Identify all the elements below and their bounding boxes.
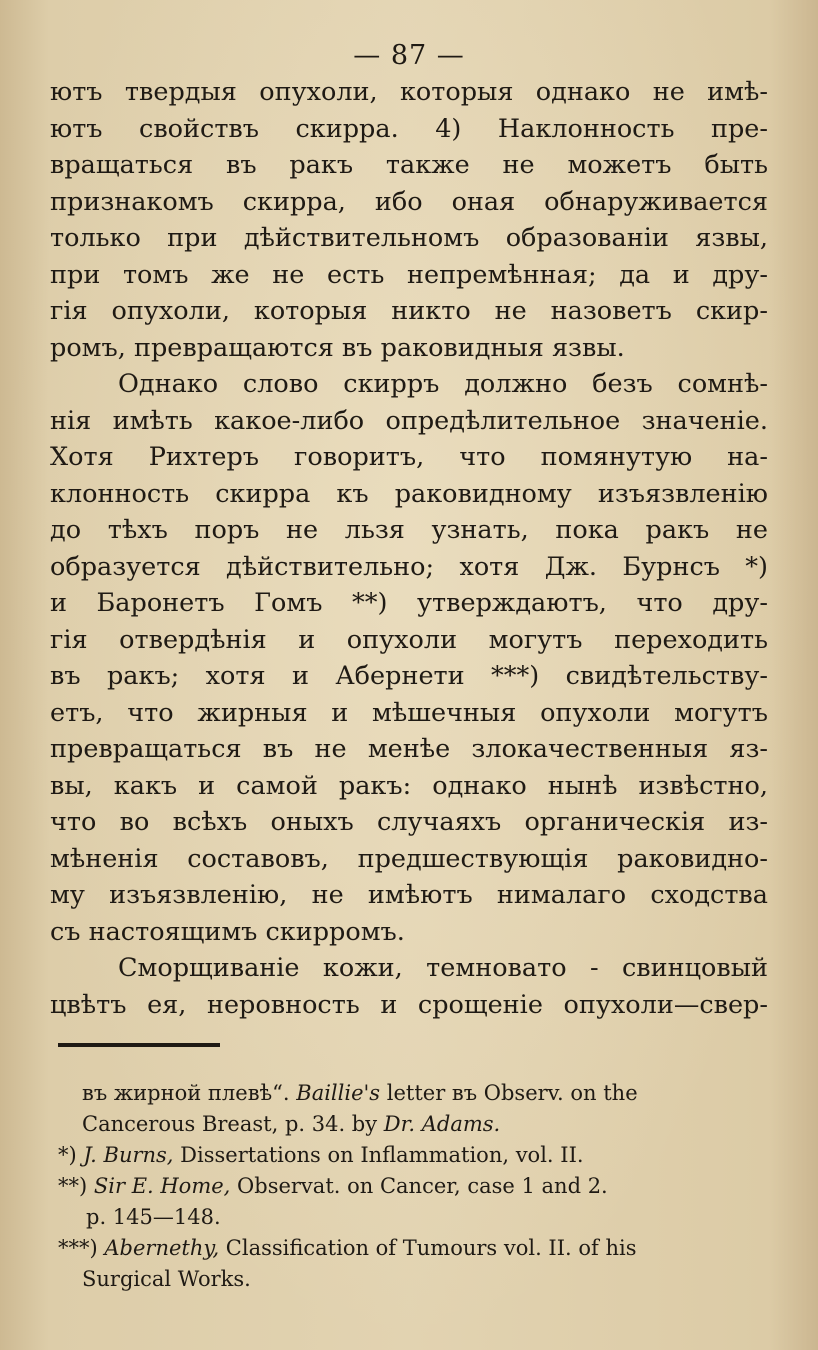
text-line: му изъязвленію, не имѣютъ нималаго сходства [50,880,768,910]
footnote-continuation-line: въ жирной плевѣ“. Baillie's letter въ Observ. on the [82,1081,638,1105]
footnote-2-continuation: p. 145—148. [86,1205,221,1229]
text-line: нія имѣть какое-либо опредѣлительное значеніе. [50,405,768,436]
footnote-continuation-line: Cancerous Breast, p. 34. by Dr. Adams. [82,1112,501,1136]
text-line: и Баронетъ Гомъ **) утверждаютъ, что дру- [50,588,768,618]
footnote-divider [58,1043,220,1047]
footnote-1: *) J. Burns, Dissertations on Inflammation, vol. II. [58,1143,584,1167]
paragraph-start-line: Однако слово скирръ должно безъ сомнѣ- [118,369,768,399]
text-line: клонность скирра къ раковидному изъязвленію [50,478,768,509]
text-line: вращаться въ ракъ также не можетъ быть [50,150,768,180]
text-line: гія отвердѣнія и опухоли могутъ переходить [50,624,768,655]
text-line: етъ, что жирныя и мѣшечныя опухоли могутъ [50,697,768,728]
text-line: ромъ, превращаются въ раковидныя язвы. [50,332,625,363]
text-line: ютъ свойствъ скирра. 4) Наклонность пре- [50,113,768,144]
text-line: что во всѣхъ оныхъ случаяхъ органическія из- [50,807,768,837]
text-line: образуется дѣйствительно; хотя Дж. Бурнсъ *) [50,551,768,582]
text-line: мѣненія составовъ, предшествующія раковидно- [50,843,768,874]
page-number: — 87 — [353,40,465,71]
text-line: при томъ же не есть непремѣнная; да и дру- [50,259,768,290]
text-line: съ настоящимъ скирромъ. [50,916,405,947]
text-line: Хотя Рихтеръ говоритъ, что помянутую на- [50,442,768,472]
text-line: вы, какъ и самой ракъ: однако нынѣ извѣстно, [50,770,768,801]
text-line: превращаться въ не менѣе злокачественныя яз- [50,734,768,764]
paragraph-start-line: Сморщиваніе кожи, темновато - свинцовый [118,953,768,983]
text-line: только при дѣйствительномъ образованіи язвы, [50,223,768,253]
main-text [50,74,768,1023]
text-line: признакомъ скирра, ибо оная обнаруживается [50,186,768,217]
footnote-3: ***) Abernethy, Classification of Tumours vol. II. of his [58,1236,637,1260]
footnotes [58,1078,772,1295]
text-line: до тѣхъ поръ не льзя узнать, пока ракъ не [50,515,768,545]
footnote-2: **) Sir E. Home, Observat. on Cancer, case 1 and 2. [58,1174,608,1198]
text-line: въ ракъ; хотя и Абернети ***) свидѣтельству- [50,661,768,691]
footnote-3-continuation: Surgical Works. [82,1267,251,1291]
text-line: цвѣтъ ея, неровность и срощеніе опухоли—свер- [50,989,768,1020]
text-line: ютъ твердыя опухоли, которыя однако не имѣ- [50,77,768,107]
text-line: гія опухоли, которыя никто не назоветъ скир- [50,296,768,326]
